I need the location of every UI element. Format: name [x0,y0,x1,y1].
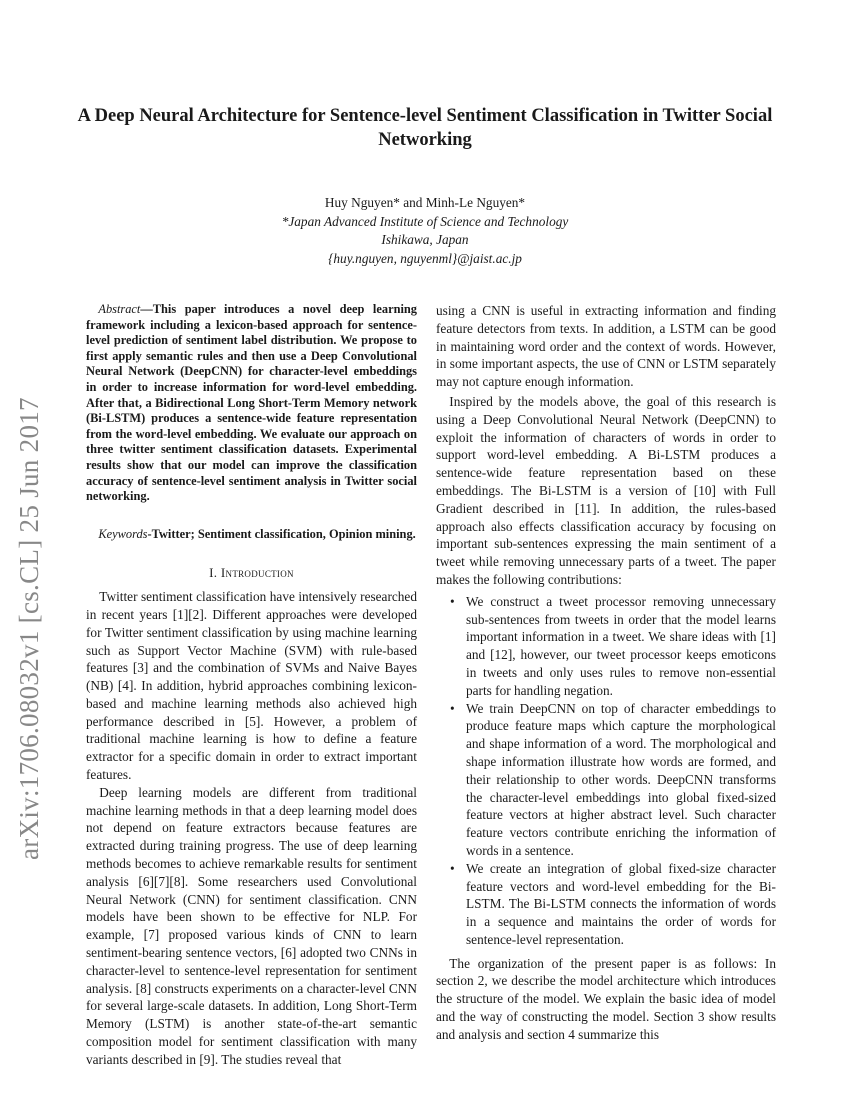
bullet-icon: • [450,860,455,876]
paper-title: A Deep Neural Architecture for Sentence-level Sentiment Classification in Twitter Social Networking [77,106,773,150]
arxiv-stamp: arXiv:1706.08032v1 [cs.CL] 25 Jun 2017 [14,397,44,860]
author-location: Ishikawa, Japan [381,232,469,247]
author-affiliation: *Japan Advanced Institute of Science and Technology [281,213,569,229]
abstract [86,302,417,505]
section-title: Introduction [220,565,294,581]
paragraph: Twitter sentiment classification have intensively researched in recent years [1][2]. Different approaches were developed for Twitter sentiment classification by using machine learning such as Support Vector Machine (SVM) with rule-based features [3] and the combination of SVMs and Naive Bayes (NB) [4]. In addition, hybrid approaches combining lexicon-based and machine learning methods also achieved high performance described in [5]. However, a problem of traditional machine learning is how to define a feature extractor for a specific domain in order to extract important features. [86,589,417,783]
bullet-icon: • [450,593,455,609]
abstract-label: Abstract [98,302,141,316]
abstract-text: —This paper introduces a novel deep learning framework including a lexicon-based approach for sentence-level prediction of sentiment label distribution. We propose to first apply semantic rules and then use a Deep Convolutional Neural Network (DeepCNN) for character-level embeddings in order to increase information for word-level embedding. After that, a Bidirectional Long Short-Term Memory network (Bi-LSTM) produces a sentence-wide feature representation from the word-level embedding. We evaluate our approach on three twitter sentiment classification datasets. Experimental results show that our model can improve the classification accuracy of sentence-level sentiment analysis in Twitter social networking. [86,302,417,504]
left-column [86,302,417,1069]
keywords-label: Keywords [98,526,148,541]
paragraph: Deep learning models are different from traditional machine learning methods in that a deep learning model does not depend on feature extractors because features are extracted during training progress. The use of deep learning methods becomes to achieve remarkable results for sentiment analysis [6][7][8]. Some researchers used Convolutional Neural Network (CNN) for sentiment classification. CNN models have been shown to be effective for NLP. For example, [7] proposed various kinds of CNN to learn sentiment-bearing sentence vectors, [6] adopted two CNNs in character-level to sentence-level representation for sentiment analysis. [8] constructs experiments on a character-level CNN for several large-scale datasets. In addition, Long Short-Term Memory (LSTM) is another state-of-the-art semantic composition model for sentiment classification with many variants described in [9]. The studies reveal that [86,784,417,1067]
author-email: {huy.nguyen, nguyenml}@jaist.ac.jp [328,250,522,266]
right-column [436,302,776,1044]
list-item-text: We construct a tweet processor removing unnecessary sub-sentences from tweets in order that the model learns important information in a tweet. We share ideas with [1] and [12], however, our tweet processor keeps emoticons in tweets and only uses rules to remove non-essential parts for handling negation. [466,593,776,698]
list-item [450,700,776,860]
contributions-list [436,593,776,949]
section-number: I. [209,565,218,581]
author-names: Huy Nguyen* and Minh-Le Nguyen* [324,195,526,210]
paragraph: using a CNN is useful in extracting information and finding feature detectors from texts. In addition, a LSTM can be good in maintaining word order and the context of words. However, in some important aspects, the use of CNN or LSTM separately may not capture enough information. [436,303,776,390]
paragraph: Inspired by the models above, the goal of this research is using a Deep Convolutional Neural Network (DeepCNN) to exploit the information of characters of words in order to support word-level embedding. A Bi-LSTM produces a sentence-wide feature representation based on these embeddings. The Bi-LSTM is a version of [10] with Full Gradient described in [11]. In addition, the rules-based approach also effects classification accuracy by focusing on important sub-sentences expressing the main sentiment of a tweet while removing unnecessary parts of a tweet. The paper makes the following contributions: [436,393,776,587]
list-item [450,860,776,949]
section-heading [86,564,417,582]
bullet-icon: • [450,700,455,716]
list-item [450,593,776,700]
keywords [86,527,417,543]
paragraph: The organization of the present paper is as follows: In section 2, we describe the model architecture which introduces the structure of the model. We explain the basic idea of model and the way of constructing the model. Section 3 show results and analysis and section 4 summarize this [436,955,776,1042]
list-item-text: We train DeepCNN on top of character embeddings to produce feature maps which capture the morphological and shape information of a word. The morphological and shape information illustrate how words are formed, and their relationship to other words. DeepCNN transforms the character-level embeddings into global fixed-sized feature vectors at higher abstract level. Such character feature vectors contribute enriching the information of words in a sentence. [466,700,776,858]
keywords-text: -Twitter; Sentiment classification, Opinion mining. [147,526,416,541]
list-item-text: We create an integration of global fixed-size character feature vectors and word-level embedding for the Bi-LSTM. The Bi-LSTM connects the information of words in a sequence and maintains the order of words for sentence-level representation. [466,860,776,947]
author-block [60,194,790,268]
